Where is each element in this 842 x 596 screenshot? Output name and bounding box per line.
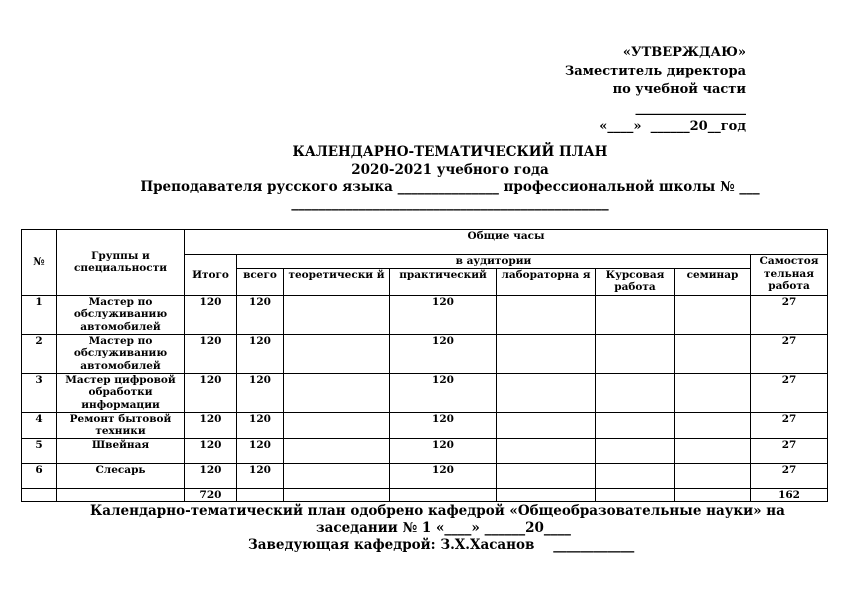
header-course-work: Курсовая работа: [596, 268, 675, 295]
row-theoretical: [284, 463, 390, 488]
row-seminar: [675, 412, 751, 438]
header-theoretical: теоретически й: [284, 268, 390, 295]
row-practical: 120: [390, 412, 497, 438]
row-theoretical: [284, 295, 390, 334]
totals-num: [22, 488, 57, 502]
totals-row: [22, 488, 828, 502]
row-laboratory: [497, 334, 596, 373]
row-independent: 27: [751, 334, 828, 373]
table-row: [22, 412, 828, 438]
row-group: Слесарь: [57, 463, 185, 488]
row-theoretical: [284, 438, 390, 463]
header-all: всего: [237, 268, 284, 295]
totals-practical: [390, 488, 497, 502]
row-course-work: [596, 373, 675, 412]
row-total: 120: [185, 438, 237, 463]
plan-table: [21, 229, 828, 502]
document-title: КАЛЕНДАРНО-ТЕМАТИЧЕСКИЙ ПЛАН: [292, 144, 608, 160]
row-laboratory: [497, 373, 596, 412]
row-group: Швейная: [57, 438, 185, 463]
totals-course-work: [596, 488, 675, 502]
row-course-work: [596, 438, 675, 463]
row-laboratory: [497, 295, 596, 334]
row-practical: 120: [390, 295, 497, 334]
document-underline: _______________________________________________: [291, 195, 609, 211]
header-seminar: семинар: [675, 268, 751, 295]
row-seminar: [675, 438, 751, 463]
row-laboratory: [497, 463, 596, 488]
row-group: Мастер цифровой обработки информации: [57, 373, 185, 412]
row-all: 120: [237, 412, 284, 438]
row-total: 120: [185, 373, 237, 412]
row-group: Мастер по обслуживанию автомобилей: [57, 334, 185, 373]
row-seminar: [675, 334, 751, 373]
row-laboratory: [497, 438, 596, 463]
totals-independent: 162: [751, 488, 828, 502]
document-teacher-line: Преподавателя русского языка _______________ профессиональной школы № ___: [140, 179, 760, 195]
footer-meeting-line: заседании № 1 «____» ______20____: [316, 520, 571, 536]
row-independent: 27: [751, 463, 828, 488]
row-course-work: [596, 463, 675, 488]
footer-head-line: Заведующая кафедрой: З.Х.Хасанов ____________: [248, 537, 635, 553]
row-all: 120: [237, 334, 284, 373]
footer-approval-line: Календарно-тематический план одобрено кафедрой «Общеобразовательные науки» на: [90, 503, 785, 519]
document-year: 2020-2021 учебного года: [351, 162, 549, 178]
header-independent: Самостоя тельная работа: [751, 255, 828, 296]
row-all: 120: [237, 438, 284, 463]
row-all: 120: [237, 373, 284, 412]
header-general-hours: Общие часы: [185, 230, 828, 255]
row-laboratory: [497, 412, 596, 438]
row-practical: 120: [390, 463, 497, 488]
approval-title: «УТВЕРЖДАЮ»: [622, 45, 746, 60]
row-num: 6: [22, 463, 57, 488]
row-independent: 27: [751, 438, 828, 463]
approval-position: Заместитель директора: [564, 63, 746, 79]
approval-date-line: «____» ______20__год: [599, 119, 746, 134]
row-practical: 120: [390, 438, 497, 463]
row-independent: 27: [751, 412, 828, 438]
header-in-class: в аудитории: [237, 255, 751, 269]
row-independent: 27: [751, 373, 828, 412]
row-practical: 120: [390, 373, 497, 412]
row-course-work: [596, 412, 675, 438]
row-num: 4: [22, 412, 57, 438]
row-total: 120: [185, 412, 237, 438]
row-num: 3: [22, 373, 57, 412]
header-total: Итого: [185, 255, 237, 296]
header-laboratory: лабораторна я: [497, 268, 596, 295]
row-practical: 120: [390, 334, 497, 373]
totals-seminar: [675, 488, 751, 502]
row-all: 120: [237, 295, 284, 334]
table-row: [22, 334, 828, 373]
totals-theoretical: [284, 488, 390, 502]
row-total: 120: [185, 295, 237, 334]
row-total: 120: [185, 463, 237, 488]
header-groups: Группы и специальности: [57, 230, 185, 296]
approval-block: [565, 44, 746, 137]
row-group: Ремонт бытовой техники: [57, 412, 185, 438]
row-group: Мастер по обслуживанию автомобилей: [57, 295, 185, 334]
totals-all: [237, 488, 284, 502]
row-seminar: [675, 373, 751, 412]
row-num: 2: [22, 334, 57, 373]
row-total: 120: [185, 334, 237, 373]
row-independent: 27: [751, 295, 828, 334]
row-seminar: [675, 295, 751, 334]
row-theoretical: [284, 334, 390, 373]
row-all: 120: [237, 463, 284, 488]
header-practical: практический: [390, 268, 497, 295]
totals-group: [57, 488, 185, 502]
approval-department: по учебной части: [612, 82, 746, 97]
table-row: [22, 295, 828, 334]
row-course-work: [596, 334, 675, 373]
table-row: [22, 438, 828, 463]
approval-signature-line: _________________: [635, 100, 746, 116]
totals-laboratory: [497, 488, 596, 502]
row-course-work: [596, 295, 675, 334]
row-num: 1: [22, 295, 57, 334]
row-num: 5: [22, 438, 57, 463]
row-theoretical: [284, 412, 390, 438]
totals-total: 720: [185, 488, 237, 502]
table-row: [22, 463, 828, 488]
table-row: [22, 373, 828, 412]
row-theoretical: [284, 373, 390, 412]
row-seminar: [675, 463, 751, 488]
header-num: №: [22, 230, 57, 296]
